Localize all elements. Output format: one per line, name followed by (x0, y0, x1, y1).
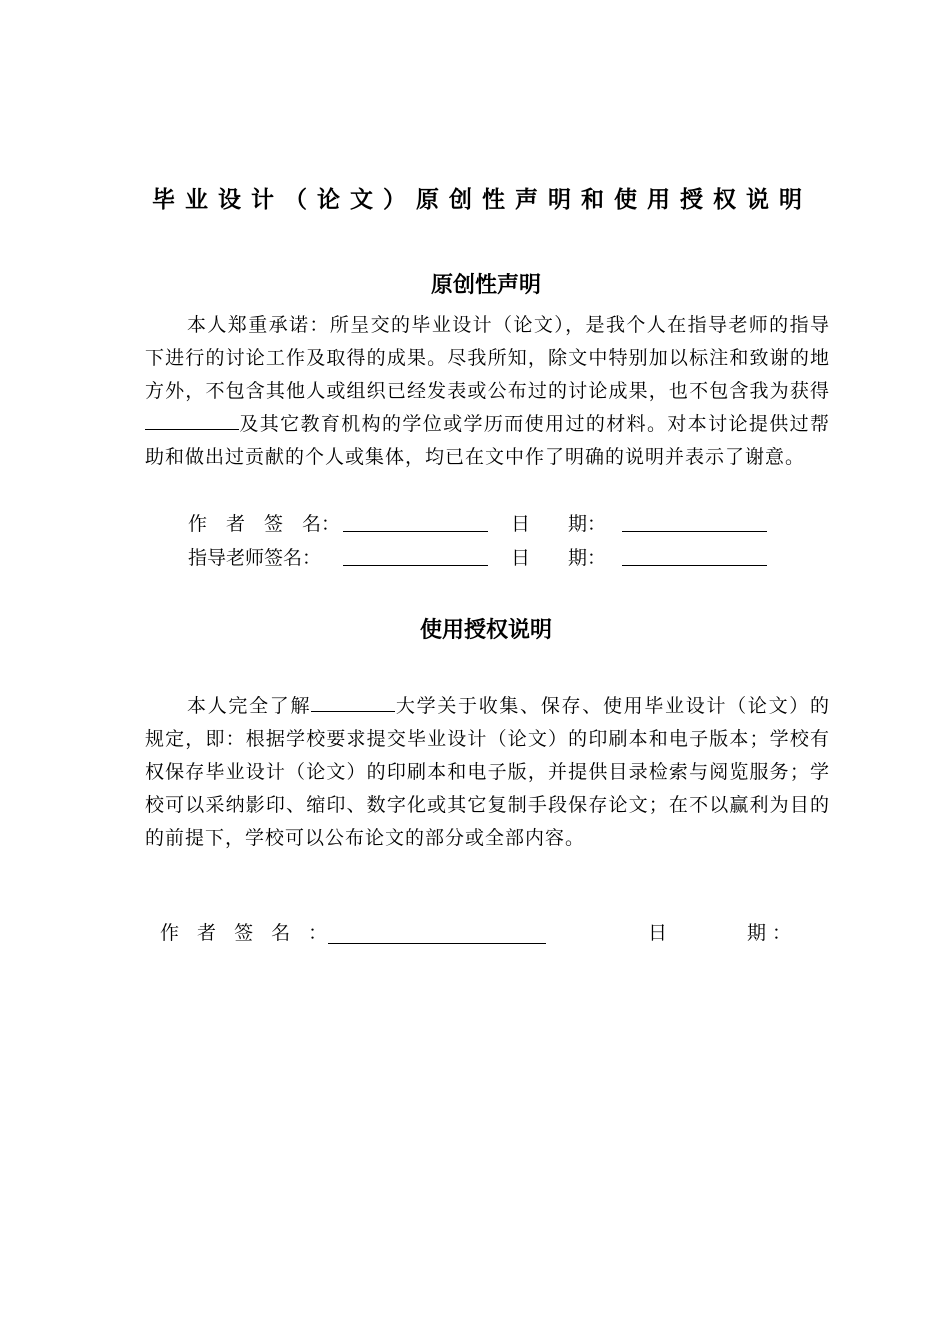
authorization-heading: 使用授权说明 (419, 618, 552, 643)
author-signature-line (343, 509, 488, 532)
originality-statement (145, 309, 830, 474)
final-author-line (328, 916, 546, 944)
university-blank (311, 691, 395, 712)
authorization-statement (145, 690, 830, 855)
authorization-text-part2: 大学关于收集、保存、使用毕业设计（论文）的规定，即：根据学校要求提交毕业设计（论文）的印刷本和电子版本；学校有权保存毕业设计（论文）的印刷本和电子版，并提供目录检索与阅览服务；学校可以采纳影印、缩印、数字化或其它复制手段保存论文；在不以赢利为目的的前提下，学校可以公布论文的部分或全部内容。 (145, 695, 830, 849)
author-signature-row (188, 509, 828, 539)
originality-text-part2: 及其它教育机构的学位或学历而使用过的材料。对本讨论提供过帮助和做出过贡献的个人或集体，均已在文中作了明确的说明并表示了谢意。 (145, 413, 830, 468)
final-signature-row (160, 916, 840, 950)
institution-blank (145, 409, 239, 430)
supervisor-date-label: 日 期： (511, 547, 607, 569)
author-date-label: 日 期： (511, 513, 607, 535)
supervisor-date-line (622, 543, 767, 566)
supervisor-signature-line (343, 543, 488, 566)
page-title: 毕业设计（论文）原创性声明和使用授权说明 (152, 187, 812, 213)
supervisor-signature-label: 指导老师签名： (188, 547, 322, 569)
authorization-text-part1: 本人完全了解 (187, 695, 312, 717)
final-date-day: 日 (648, 922, 668, 944)
final-author-label: 作 者 签 名 ： (160, 922, 334, 944)
author-signature-label: 作 者 签 名： (188, 513, 341, 535)
originality-text-part1: 本人郑重承诺：所呈交的毕业设计（论文），是我个人在指导老师的指导下进行的讨论工作及取得的成果。尽我所知，除文中特别加以标注和致谢的地方外，不包含其他人或组织已经发表或公布过的讨论成果，也不包含我为获得 (145, 314, 830, 402)
author-date-line (622, 509, 767, 532)
final-date-period: 期 ： (747, 922, 792, 944)
supervisor-signature-row (188, 543, 828, 573)
originality-heading: 原创性声明 (430, 273, 541, 298)
